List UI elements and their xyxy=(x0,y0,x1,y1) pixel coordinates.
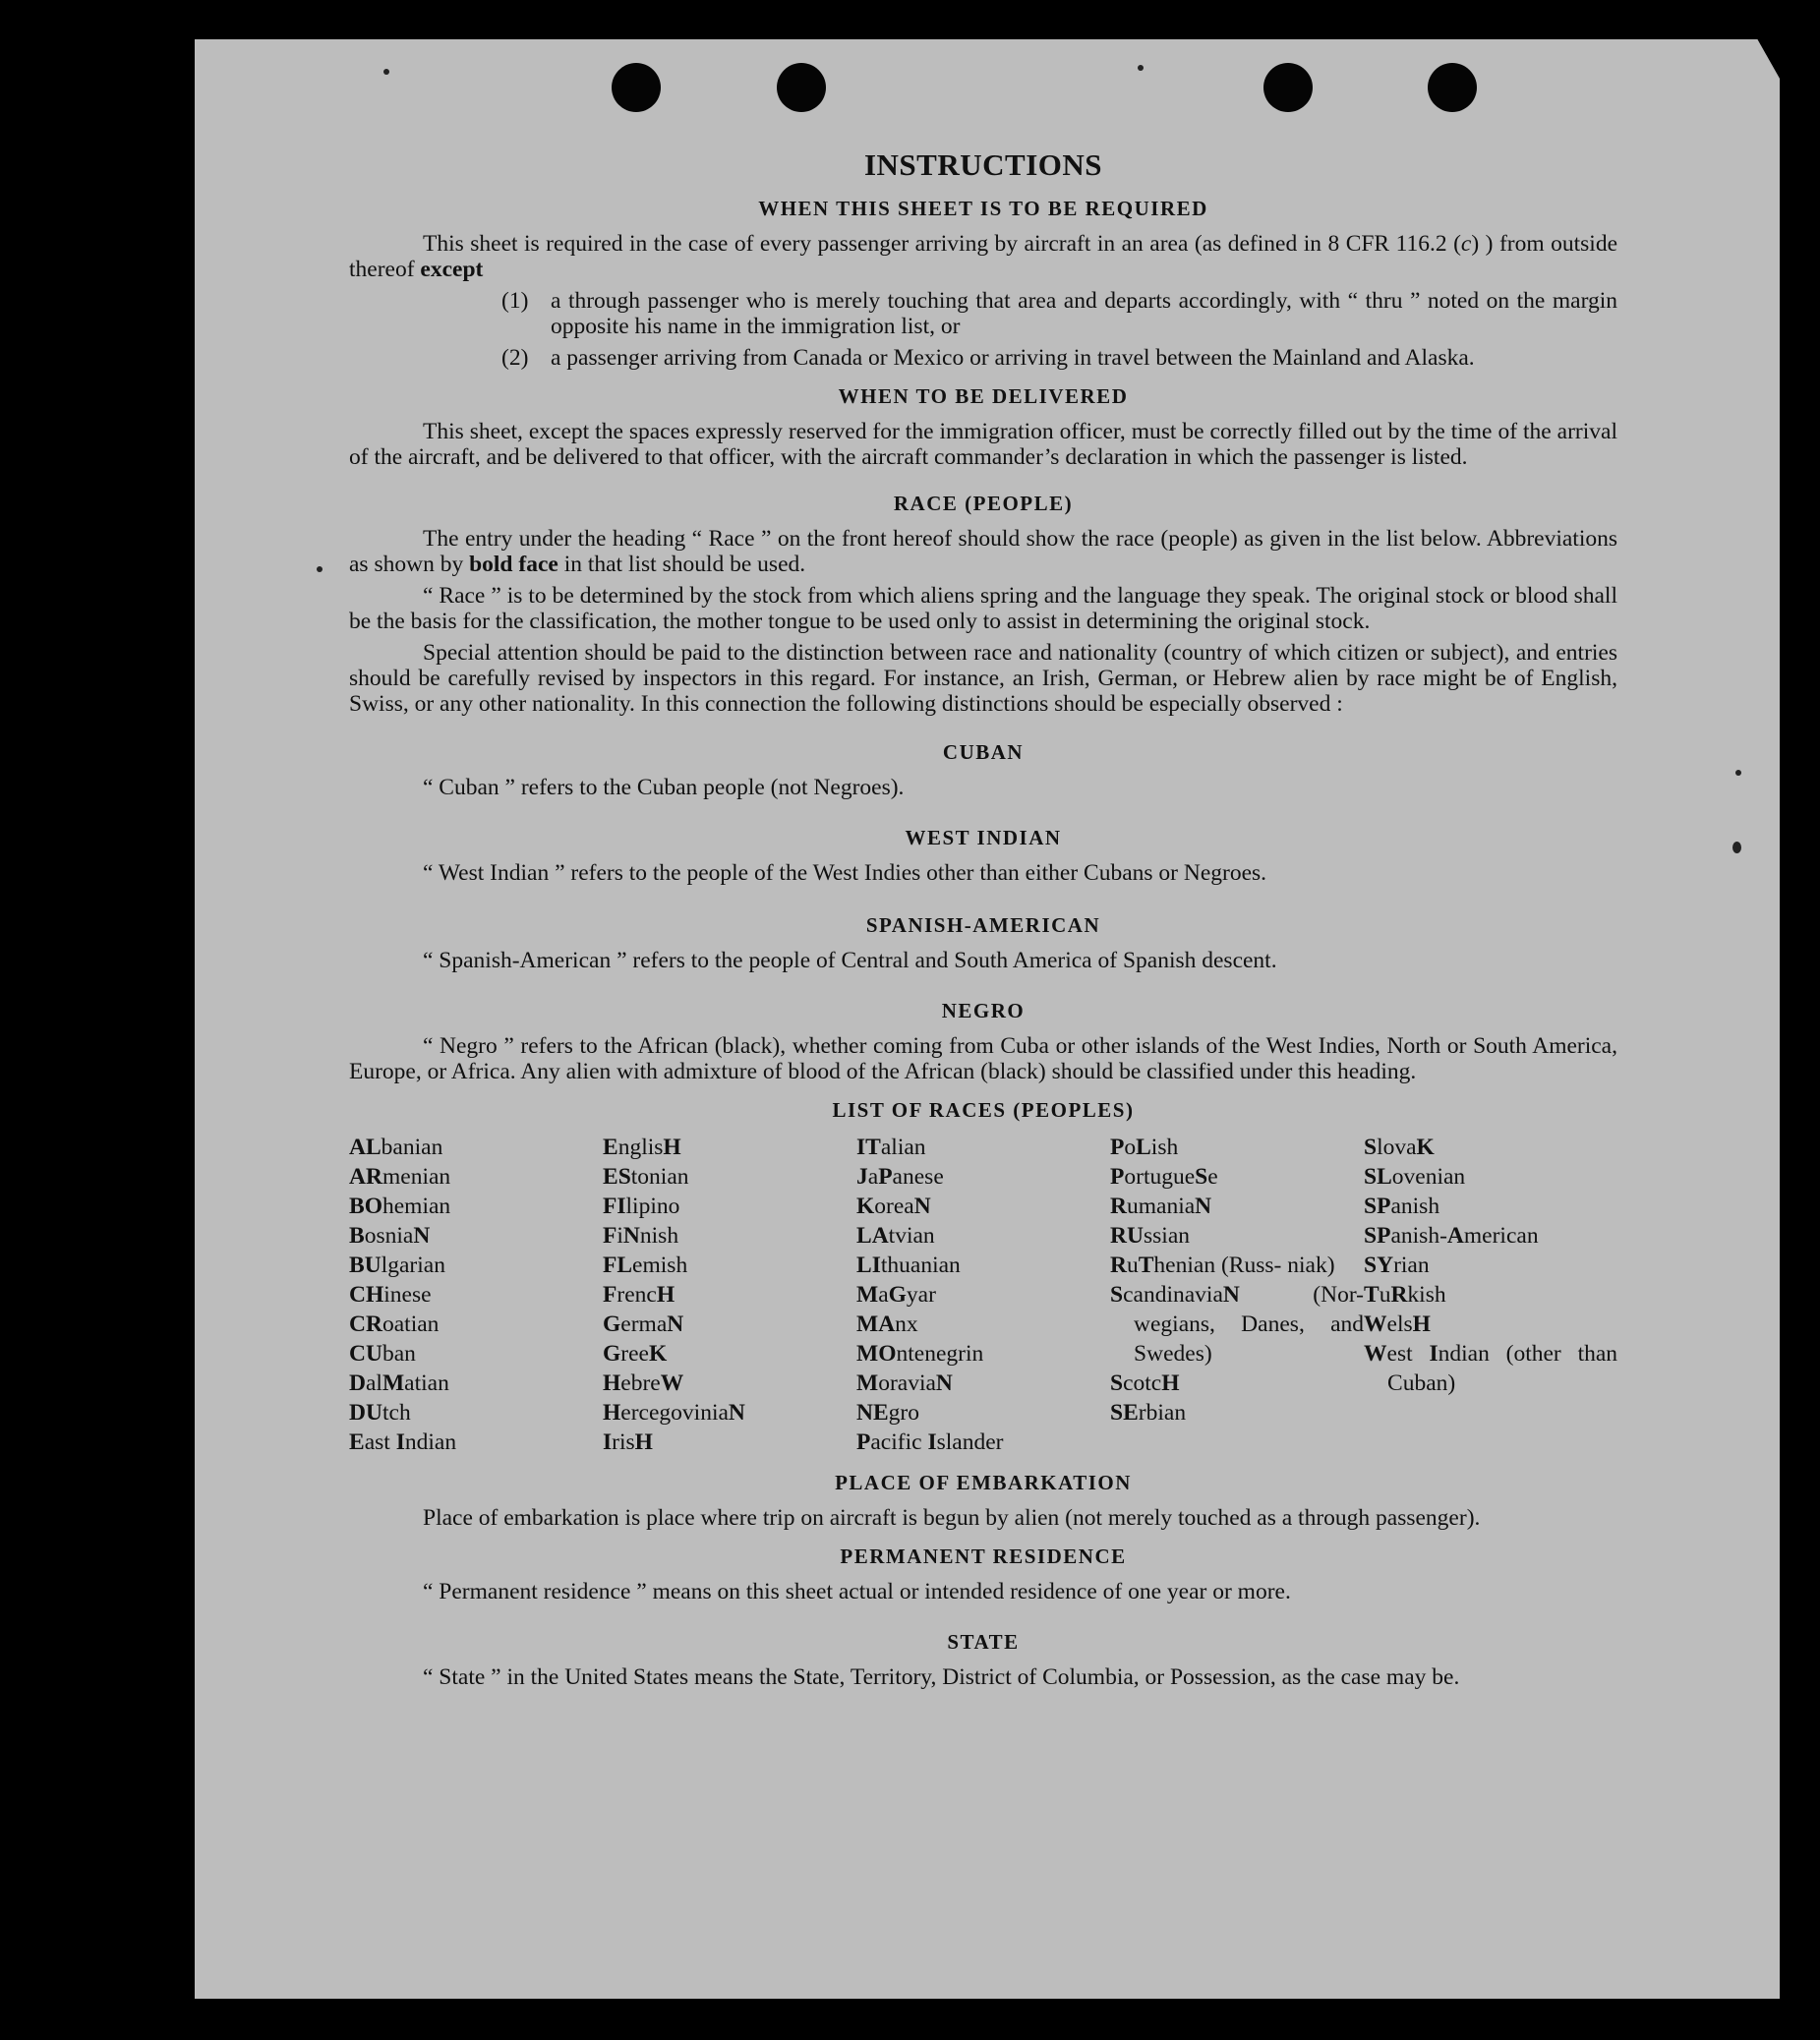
state-text: “ State ” in the United States means the State, Territory, District of Columbia, or Possession, as the case may be. xyxy=(423,1664,1460,1690)
race-item: JaPanese xyxy=(856,1164,944,1190)
race-item: MAnx xyxy=(856,1311,918,1337)
race-item: HercegoviniaN xyxy=(603,1400,745,1426)
heading-residence: PERMANENT RESIDENCE xyxy=(840,1545,1127,1568)
delivered-text: This sheet, except the spaces expressly reserved for the immigration officer, must be correctly filled out by the time of the arrival of the aircraft, and be delivered to that officer, with the aircraft commander’s declaration in which the passenger is listed. xyxy=(349,419,1617,470)
race-item: CRoatian xyxy=(349,1311,440,1337)
heading-list-of-races: LIST OF RACES (PEOPLES) xyxy=(832,1098,1135,1122)
race-item: DUtch xyxy=(349,1400,411,1426)
embarkation-text: Place of embarkation is place where trip on aircraft is begun by alien (not merely touched as a through passenger). xyxy=(423,1505,1481,1531)
heading-negro: NEGRO xyxy=(941,999,1026,1022)
heading-embarkation: PLACE OF EMBARKATION xyxy=(835,1471,1132,1494)
exception-item-1: (1) a through passenger who is merely touching that area and departs accordingly, with “ thru ” noted on the margin opposite his name in the immigration list, or xyxy=(501,288,1617,339)
race-item: NEgro xyxy=(856,1400,919,1426)
race-item: DalMatian xyxy=(349,1370,449,1396)
races-column xyxy=(603,1133,856,1457)
race-item: SYrian xyxy=(1364,1253,1430,1278)
race-item: SlovaK xyxy=(1364,1135,1435,1160)
race-item: RuThenian (Russ- niak) xyxy=(1110,1253,1335,1278)
race-item: HebreW xyxy=(603,1370,684,1396)
race-item: ARmenian xyxy=(349,1164,451,1190)
races-list xyxy=(349,1133,1617,1457)
race-item: ScotcH xyxy=(1110,1370,1180,1396)
race-item: BOhemian xyxy=(349,1194,451,1219)
speck xyxy=(1138,65,1144,71)
race-item: East Indian xyxy=(349,1429,457,1455)
race-paragraph-2: “ Race ” is to be determined by the stock from which aliens spring and the language they speak. The original stock or blood shall be the basis for the classification, the mother tongue to be used only to assist in determining the original stock. xyxy=(349,583,1617,634)
race-item: PortugueSe xyxy=(1110,1164,1218,1190)
speck xyxy=(1732,842,1741,853)
race-item: Pacific Islander xyxy=(856,1429,1004,1455)
race-item: BosniaN xyxy=(349,1223,431,1249)
race-item: FiNnish xyxy=(603,1223,679,1249)
race-item: MOntenegrin xyxy=(856,1341,984,1367)
race-item: SLovenian xyxy=(1364,1164,1466,1190)
race-item: RUssian xyxy=(1110,1223,1190,1249)
race-item: West Indian (other than Cuban) xyxy=(1364,1341,1618,1396)
spanish-american-text: “ Spanish-American ” refers to the people of Central and South America of Spanish descent. xyxy=(423,948,1277,973)
race-item: KoreaN xyxy=(856,1194,931,1219)
heading-race: RACE (PEOPLE) xyxy=(893,492,1074,515)
race-item: MoraviaN xyxy=(856,1370,953,1396)
heading-delivered: WHEN TO BE DELIVERED xyxy=(838,384,1129,408)
race-paragraph-3: Special attention should be paid to the distinction between race and nationality (country of which citizen or subject), and entries should be carefully revised by inspectors in this regard. For instance, an Irish, German, or Hebrew alien by race might be of English, Swiss, or any other nationality. In this connection the following distinctions should be especially observed : xyxy=(349,640,1617,717)
heading-west-indian: WEST INDIAN xyxy=(905,826,1062,849)
race-item: GermaN xyxy=(603,1311,684,1337)
race-item: CUban xyxy=(349,1341,416,1367)
race-item: ScandinaviaN (Nor- wegians, Danes, and Swedes) xyxy=(1110,1282,1364,1367)
heading-spanish-american: SPANISH-AMERICAN xyxy=(865,913,1101,937)
heading-required: WHEN THIS SHEET IS TO BE REQUIRED xyxy=(758,197,1208,220)
speck xyxy=(1735,770,1741,776)
race-item: RumaniaN xyxy=(1110,1194,1212,1219)
speck xyxy=(317,566,323,572)
speck xyxy=(383,69,389,75)
race-item: IrisH xyxy=(603,1429,653,1455)
race-item: TuRkish xyxy=(1364,1282,1446,1308)
exception-item-2: (2) a passenger arriving from Canada or Mexico or arriving in travel between the Mainland and Alaska. xyxy=(501,345,1475,371)
race-item: LIthuanian xyxy=(856,1253,961,1278)
race-item: GreeK xyxy=(603,1341,668,1367)
race-item: FrencH xyxy=(603,1282,675,1308)
race-item: FIlipino xyxy=(603,1194,680,1219)
race-item: EStonian xyxy=(603,1164,689,1190)
west-indian-text: “ West Indian ” refers to the people of the West Indies other than either Cubans or Negroes. xyxy=(423,860,1267,886)
race-item: MaGyar xyxy=(856,1282,936,1308)
punch-hole xyxy=(1428,63,1477,112)
race-item: SErbian xyxy=(1110,1400,1187,1426)
punch-hole xyxy=(777,63,826,112)
race-paragraph-1: The entry under the heading “ Race ” on the front hereof should show the race (people) as given in the list below. Abbreviations as shown by bold face in that list should be used. xyxy=(349,526,1617,577)
race-item: WelsH xyxy=(1364,1311,1431,1337)
race-item: SPanish-American xyxy=(1364,1223,1539,1249)
page-title: INSTRUCTIONS xyxy=(863,147,1102,182)
races-column xyxy=(1110,1133,1364,1457)
race-item: EnglisH xyxy=(603,1135,681,1160)
race-item: LAtvian xyxy=(856,1223,935,1249)
race-item: PoLish xyxy=(1110,1135,1179,1160)
race-item: ITalian xyxy=(856,1135,926,1160)
heading-cuban: CUBAN xyxy=(942,740,1025,764)
race-item: FLemish xyxy=(603,1253,688,1278)
race-item: CHinese xyxy=(349,1282,432,1308)
residence-text: “ Permanent residence ” means on this sheet actual or intended residence of one year or more. xyxy=(423,1579,1291,1604)
cuban-text: “ Cuban ” refers to the Cuban people (not Negroes). xyxy=(423,775,905,800)
races-column xyxy=(1364,1133,1617,1457)
punch-hole xyxy=(612,63,661,112)
races-column xyxy=(349,1133,603,1457)
required-intro: This sheet is required in the case of every passenger arriving by aircraft in an area (as defined in 8 CFR 116.2 (c) ) from outside thereof except xyxy=(349,231,1618,282)
punch-hole xyxy=(1263,63,1313,112)
instructions-content xyxy=(349,147,1617,1690)
race-item: SPanish xyxy=(1364,1194,1440,1219)
negro-text: “ Negro ” refers to the African (black), whether coming from Cuba or other islands of the West Indies, North or South America, Europe, or Africa. Any alien with admixture of blood of the African (black) should be classified under this heading. xyxy=(349,1033,1617,1084)
race-item: BUlgarian xyxy=(349,1253,445,1278)
race-item: ALbanian xyxy=(349,1135,443,1160)
heading-state: STATE xyxy=(947,1630,1020,1654)
races-column xyxy=(856,1133,1110,1457)
